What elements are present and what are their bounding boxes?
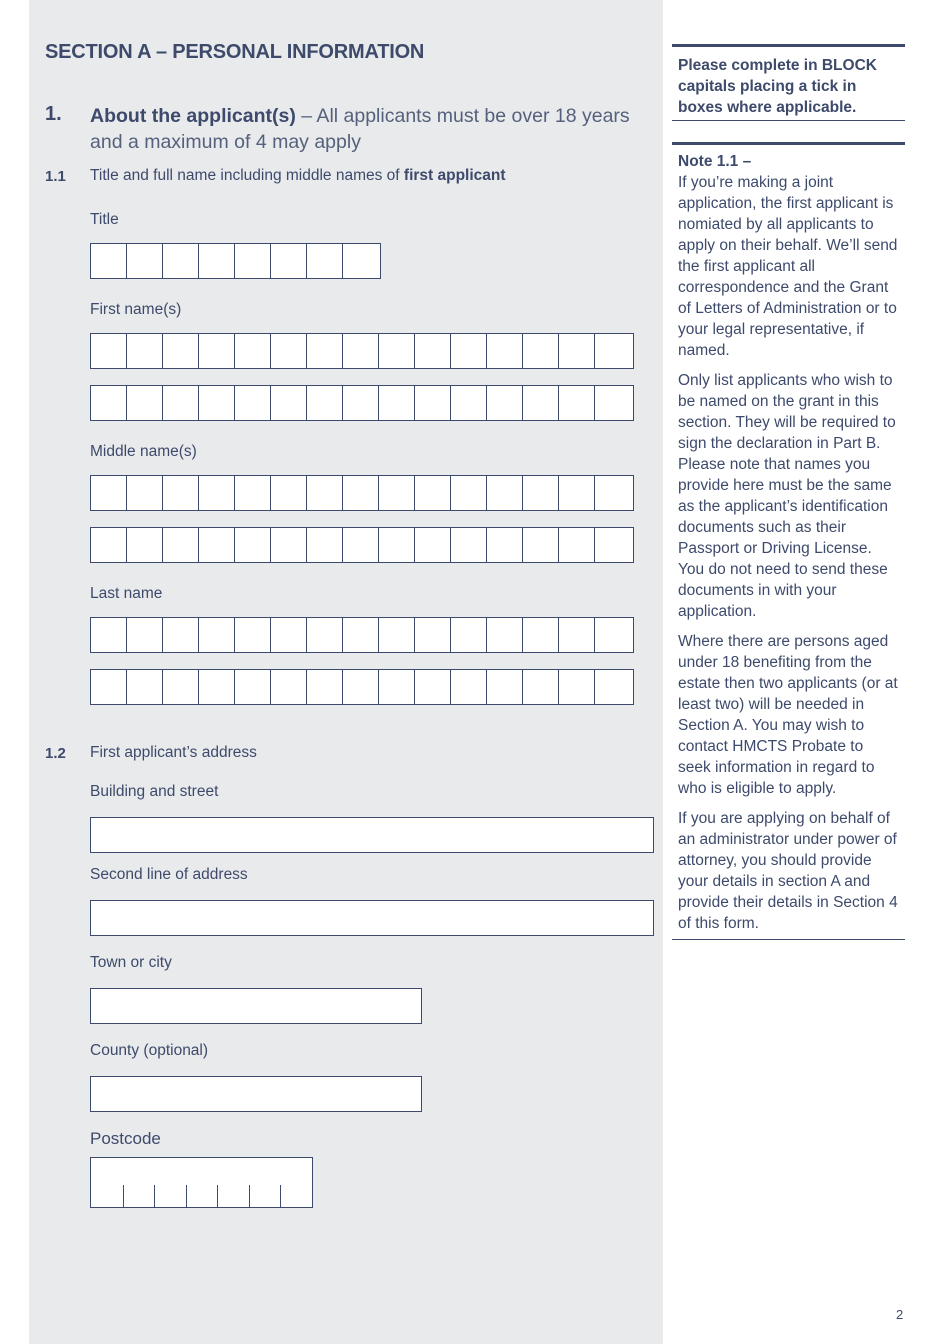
character-box[interactable] xyxy=(343,334,379,368)
character-box[interactable] xyxy=(343,670,379,704)
character-box[interactable] xyxy=(487,386,523,420)
character-box[interactable] xyxy=(595,476,631,510)
character-box[interactable] xyxy=(343,386,379,420)
character-box[interactable] xyxy=(199,670,235,704)
character-box[interactable] xyxy=(307,386,343,420)
postcode-divider xyxy=(249,1185,250,1207)
character-box[interactable] xyxy=(235,528,271,562)
note-1-1 xyxy=(672,142,905,940)
character-box[interactable] xyxy=(343,476,379,510)
note-paragraph: If you are applying on behalf of an administrator under power of attorney, you should provide your details in section A and provide their details in Section 4 of this form. xyxy=(678,810,898,932)
character-box[interactable] xyxy=(271,476,307,510)
county-label: County (optional) xyxy=(90,1042,209,1059)
postcode-divider xyxy=(280,1185,281,1207)
title-label: Title xyxy=(90,211,119,228)
character-box[interactable] xyxy=(199,334,235,368)
character-box[interactable] xyxy=(235,334,271,368)
character-box[interactable] xyxy=(199,476,235,510)
note-paragraph: Where there are persons aged under 18 benefiting from the estate then two applicants (or at least two) will be needed in Section A. You may wish to contact HMCTS Probate to seek information in regard to who is eligible to apply. xyxy=(678,633,898,797)
postcode-divider xyxy=(154,1185,155,1207)
character-box[interactable] xyxy=(235,386,271,420)
question-number: 1. xyxy=(45,103,62,125)
block-capitals-instruction: Please complete in BLOCK capitals placing a tick in boxes where applicable. xyxy=(672,44,905,121)
character-box[interactable] xyxy=(559,528,595,562)
question-title-rest: – All applicants must be over 18 years and a maximum of 4 may apply xyxy=(90,105,630,153)
character-box[interactable] xyxy=(595,618,631,652)
character-box[interactable] xyxy=(415,334,451,368)
middle-names-input-line-1[interactable] xyxy=(90,475,634,511)
character-box[interactable] xyxy=(523,476,559,510)
character-box[interactable] xyxy=(595,528,631,562)
postcode-divider xyxy=(217,1185,218,1207)
character-box[interactable] xyxy=(343,244,379,278)
first-names-label: First name(s) xyxy=(90,301,182,318)
character-box[interactable] xyxy=(559,334,595,368)
character-box[interactable] xyxy=(595,670,631,704)
character-box[interactable] xyxy=(451,670,487,704)
county-input[interactable] xyxy=(90,1076,422,1112)
character-box[interactable] xyxy=(163,670,199,704)
character-box[interactable] xyxy=(415,618,451,652)
character-box[interactable] xyxy=(127,334,163,368)
character-box[interactable] xyxy=(271,244,307,278)
character-box[interactable] xyxy=(307,334,343,368)
character-box[interactable] xyxy=(127,618,163,652)
middle-names-input-line-2[interactable] xyxy=(90,527,634,563)
question-title xyxy=(90,103,660,155)
character-box[interactable] xyxy=(91,476,127,510)
character-box[interactable] xyxy=(163,244,199,278)
character-box[interactable] xyxy=(307,670,343,704)
character-box[interactable] xyxy=(199,386,235,420)
town-city-input[interactable] xyxy=(90,988,422,1024)
character-box[interactable] xyxy=(271,334,307,368)
subquestion-text-1-2: First applicant’s address xyxy=(90,744,257,761)
character-box[interactable] xyxy=(199,528,235,562)
character-box[interactable] xyxy=(487,670,523,704)
character-box[interactable] xyxy=(163,334,199,368)
character-box[interactable] xyxy=(127,670,163,704)
last-name-input-line-2[interactable] xyxy=(90,669,634,705)
middle-names-label: Middle name(s) xyxy=(90,443,197,460)
first-names-input-line-2[interactable] xyxy=(90,385,634,421)
character-box[interactable] xyxy=(127,244,163,278)
character-box[interactable] xyxy=(559,386,595,420)
note-paragraph: Only list applicants who wish to be named on the grant in this section. They will be required to sign the declaration in Part B. Please note that names you provide here must be the same as the applicant’s identification documents such as their Passport or Driving License. You do not need to send these documents in with your application. xyxy=(678,372,896,620)
character-box[interactable] xyxy=(379,618,415,652)
character-box[interactable] xyxy=(559,670,595,704)
page-number: 2 xyxy=(896,1307,904,1322)
character-box[interactable] xyxy=(451,386,487,420)
character-box[interactable] xyxy=(163,386,199,420)
note-title: Note 1.1 – xyxy=(678,153,752,170)
character-box[interactable] xyxy=(523,528,559,562)
character-box[interactable] xyxy=(415,386,451,420)
character-box[interactable] xyxy=(91,334,127,368)
character-box[interactable] xyxy=(487,618,523,652)
title-input[interactable] xyxy=(90,243,381,279)
character-box[interactable] xyxy=(415,528,451,562)
character-box[interactable] xyxy=(307,528,343,562)
character-box[interactable] xyxy=(343,528,379,562)
character-box[interactable] xyxy=(595,334,631,368)
character-box[interactable] xyxy=(523,618,559,652)
character-box[interactable] xyxy=(379,476,415,510)
character-box[interactable] xyxy=(235,670,271,704)
character-box[interactable] xyxy=(307,618,343,652)
character-box[interactable] xyxy=(487,528,523,562)
character-box[interactable] xyxy=(91,244,127,278)
character-box[interactable] xyxy=(91,528,127,562)
character-box[interactable] xyxy=(523,386,559,420)
note-paragraph: If you’re making a joint application, the first applicant is nomiated by all applicants to apply on their behalf. We’ll send the first applicant all correspondence and the Grant of Letters of Administration or to your legal representative, if named. xyxy=(678,174,898,359)
character-box[interactable] xyxy=(379,386,415,420)
postcode-divider xyxy=(186,1185,187,1207)
character-box[interactable] xyxy=(91,670,127,704)
character-box[interactable] xyxy=(379,334,415,368)
character-box[interactable] xyxy=(271,386,307,420)
character-box[interactable] xyxy=(523,334,559,368)
first-names-input-line-1[interactable] xyxy=(90,333,634,369)
character-box[interactable] xyxy=(307,476,343,510)
character-box[interactable] xyxy=(415,670,451,704)
character-box[interactable] xyxy=(487,334,523,368)
character-box[interactable] xyxy=(163,476,199,510)
last-name-label: Last name xyxy=(90,585,163,602)
postcode-divider xyxy=(123,1185,124,1207)
character-box[interactable] xyxy=(235,476,271,510)
town-city-label: Town or city xyxy=(90,954,172,971)
subquestion-number-1-1: 1.1 xyxy=(45,168,66,185)
second-line-label: Second line of address xyxy=(90,866,248,883)
postcode-label: Postcode xyxy=(90,1129,161,1148)
character-box[interactable] xyxy=(307,244,343,278)
second-line-input[interactable] xyxy=(90,900,654,936)
question-title-bold: About the applicant(s) xyxy=(90,105,296,127)
character-box[interactable] xyxy=(199,618,235,652)
character-box[interactable] xyxy=(559,618,595,652)
character-box[interactable] xyxy=(451,618,487,652)
character-box[interactable] xyxy=(271,670,307,704)
character-box[interactable] xyxy=(127,386,163,420)
character-box[interactable] xyxy=(487,476,523,510)
building-street-input[interactable] xyxy=(90,817,654,853)
subquestion-text-1-1-plain: Title and full name including middle names of xyxy=(90,167,404,184)
character-box[interactable] xyxy=(91,386,127,420)
character-box[interactable] xyxy=(451,334,487,368)
character-box[interactable] xyxy=(415,476,451,510)
character-box[interactable] xyxy=(235,244,271,278)
character-box[interactable] xyxy=(271,618,307,652)
character-box[interactable] xyxy=(235,618,271,652)
postcode-input[interactable] xyxy=(90,1157,313,1208)
subquestion-number-1-2: 1.2 xyxy=(45,745,66,762)
subquestion-text-1-1 xyxy=(90,167,506,185)
character-box[interactable] xyxy=(127,528,163,562)
character-box[interactable] xyxy=(127,476,163,510)
character-box[interactable] xyxy=(91,618,127,652)
character-box[interactable] xyxy=(451,476,487,510)
character-box[interactable] xyxy=(523,670,559,704)
building-street-label: Building and street xyxy=(90,783,219,800)
character-box[interactable] xyxy=(379,670,415,704)
last-name-input-line-1[interactable] xyxy=(90,617,634,653)
character-box[interactable] xyxy=(163,618,199,652)
character-box[interactable] xyxy=(379,528,415,562)
character-box[interactable] xyxy=(595,386,631,420)
character-box[interactable] xyxy=(343,618,379,652)
character-box[interactable] xyxy=(199,244,235,278)
character-box[interactable] xyxy=(163,528,199,562)
character-box[interactable] xyxy=(559,476,595,510)
subquestion-text-1-1-bold: first applicant xyxy=(403,167,506,184)
section-title: SECTION A – PERSONAL INFORMATION xyxy=(45,41,425,63)
character-box[interactable] xyxy=(451,528,487,562)
character-box[interactable] xyxy=(271,528,307,562)
